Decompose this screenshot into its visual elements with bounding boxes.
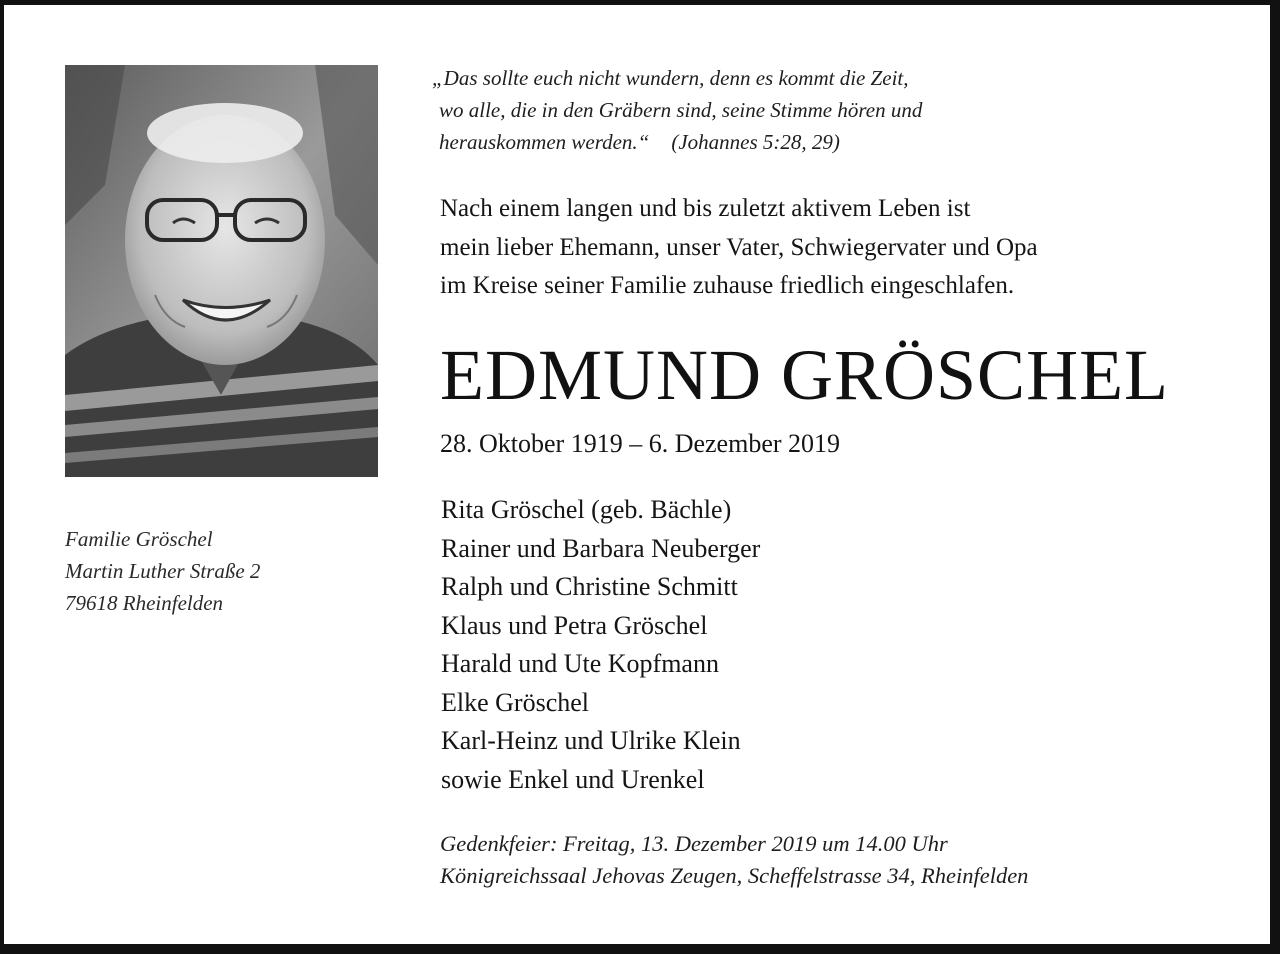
family-address	[65, 523, 385, 619]
quote-line-2: wo alle, die in den Gräbern sind, seine Stimme hören und	[439, 98, 923, 122]
memorial-info	[440, 828, 1230, 892]
family-member: Harald und Ute Kopfmann	[441, 649, 719, 678]
address-line: Martin Luther Straße 2	[65, 559, 261, 583]
family-member: Rita Gröschel (geb. Bächle)	[441, 495, 732, 524]
quote-line-1: „Das sollte euch nicht wundern, denn es kommt die Zeit,	[432, 66, 909, 90]
quote-line-3-text: herauskommen werden.“	[439, 130, 650, 154]
family-list	[441, 491, 1141, 799]
intro-line: mein lieber Ehemann, unser Vater, Schwiegervater und Opa	[440, 233, 1038, 261]
memorial-date: Gedenkfeier: Freitag, 13. Dezember 2019 um 14.00 Uhr	[440, 831, 948, 856]
family-member: Rainer und Barbara Neuberger	[441, 533, 761, 563]
quote-line-3	[432, 126, 1212, 158]
portrait-photo-icon	[65, 65, 378, 477]
address-line: Familie Gröschel	[65, 527, 213, 551]
life-dates: 28. Oktober 1919 – 6. Dezember 2019	[440, 429, 841, 458]
intro-line: Nach einem langen und bis zuletzt aktivem Leben ist	[440, 195, 971, 222]
family-member: sowie Enkel und Urenkel	[441, 764, 705, 794]
family-member: Klaus und Petra Gröschel	[441, 610, 708, 640]
deceased-name: EDMUND GRÖSCHEL	[440, 335, 1170, 415]
intro-line: im Kreise seiner Familie zuhause friedlich eingeschlafen.	[440, 272, 1015, 299]
intro-text	[440, 190, 1230, 306]
memorial-location: Königreichssaal Jehovas Zeugen, Scheffelstrasse 34, Rheinfelden	[440, 863, 1029, 888]
bible-quote	[432, 62, 1212, 158]
address-line: 79618 Rheinfelden	[65, 591, 224, 615]
family-member: Ralph und Christine Schmitt	[441, 572, 738, 601]
family-member: Karl-Heinz und Ulrike Klein	[441, 726, 741, 755]
quote-reference: (Johannes 5:28, 29)	[671, 130, 840, 154]
family-member: Elke Gröschel	[441, 687, 590, 717]
